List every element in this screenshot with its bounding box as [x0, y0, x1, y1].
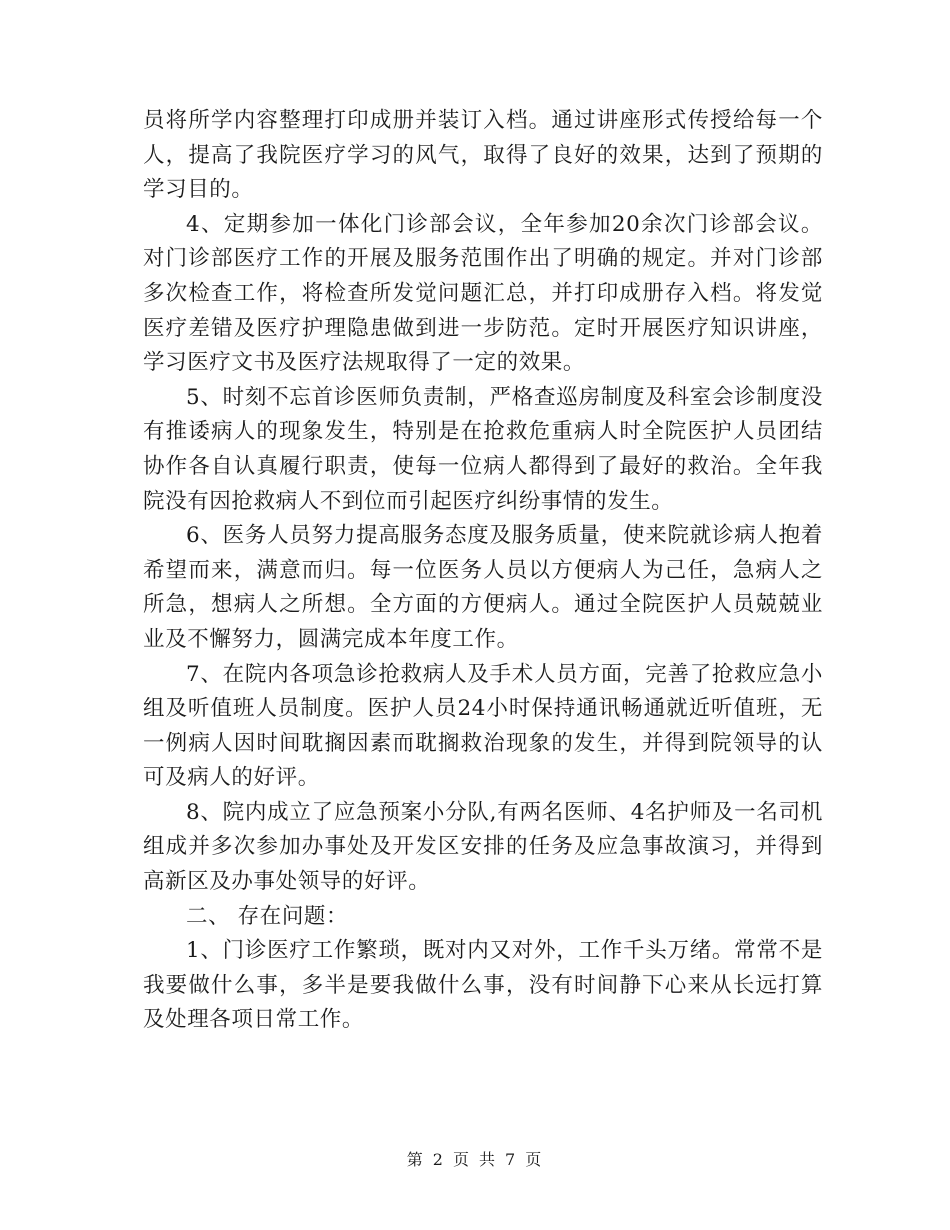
paragraph-problem-1: 1、门诊医疗工作繁琐，既对内又对外，工作千头万绪。常常不是我要做什么事，多半是要我做什么事，没有时间静下心来从长远打算及处理各项日常工作。 [143, 938, 823, 1033]
paragraph-continuation: 员将所学内容整理打印成册并装订入档。通过讲座形式传授给每一个人，提高了我院医疗学习的风气，取得了良好的效果，达到了预期的学习目的。 [143, 108, 823, 203]
footer-total-label: 共 [479, 1150, 498, 1169]
page-footer [0, 1147, 950, 1170]
footer-current-page: 2 [432, 1150, 445, 1169]
paragraph-item-8: 8、院内成立了应急预案小分队,有两名医师、4名护师及一名司机组成并多次参加办事处及开发区安排的任务及应急事故演习，并得到高新区及办事处领导的好评。 [143, 799, 823, 895]
paragraph-item-6: 6、医务人员努力提高服务态度及服务质量，使来院就诊病人抱着希望而来，满意而归。每一位医务人员以方便病人为己任，急病人之所急，想病人之所想。全方面的方便病人。通过全院医护人员兢兢业业及不懈努力，圆满完成本年度工作。 [143, 523, 823, 652]
footer-prefix: 第 [406, 1150, 425, 1169]
section-heading-problems: 二、 存在问题： [186, 903, 349, 929]
footer-total-pages: 7 [505, 1150, 518, 1169]
paragraph-item-7: 7、在院内各项急诊抢救病人及手术人员方面，完善了抢救应急小组及听值班人员制度。医护人员24小时保持通讯畅通就近听值班，无一例病人因时间耽搁因素而耽搁救治现象的发生，并得到院领导的认可及病人的好评。 [143, 661, 823, 791]
footer-total-unit: 页 [525, 1150, 544, 1169]
paragraph-item-4: 4、定期参加一体化门诊部会议，全年参加20余次门诊部会议。对门诊部医疗工作的开展及服务范围作出了明确的规定。并对门诊部多次检查工作，将检查所发觉问题汇总，并打印成册存入档。将发觉医疗差错及医疗护理隐患做到进一步防范。定时开展医疗知识讲座，学习医疗文书及医疗法规取得了一定的效果。 [143, 211, 823, 376]
paragraph-item-5: 5、时刻不忘首诊医师负责制，严格查巡房制度及科室会诊制度没有推诿病人的现象发生，特别是在抢救危重病人时全院医护人员团结协作各自认真履行职责，使每一位病人都得到了最好的救治。全年我院没有因抢救病人不到位而引起医疗纠纷事情的发生。 [143, 384, 823, 514]
footer-page-unit: 页 [452, 1150, 471, 1169]
document-body [143, 104, 823, 1038]
